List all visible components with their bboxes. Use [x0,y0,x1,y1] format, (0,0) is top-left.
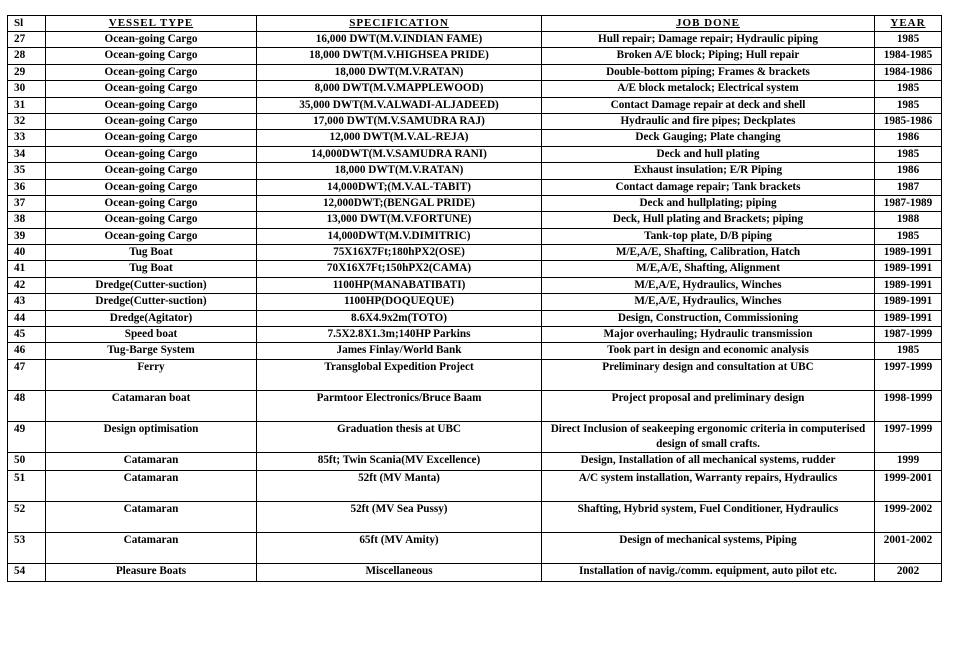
cell-vessel: Ocean-going Cargo [46,32,257,48]
cell-vessel: Catamaran [46,470,257,501]
cell-spec: 14,000DWT;(M.V.AL-TABIT) [257,179,542,195]
cell-sl: 27 [8,32,46,48]
cell-vessel: Catamaran [46,501,257,532]
cell-job: M/E,A/E, Shafting, Alignment [542,261,875,277]
table-row [8,146,942,162]
table-row [8,563,942,581]
cell-job: Design, Construction, Commissioning [542,310,875,326]
cell-year: 1984-1985 [875,48,942,64]
cell-sl: 30 [8,81,46,97]
table-row [8,113,942,129]
table-row [8,32,942,48]
cell-job: A/E block metalock; Electrical system [542,81,875,97]
cell-spec: 65ft (MV Amity) [257,532,542,563]
cell-spec: 12,000 DWT(M.V.AL-REJA) [257,130,542,146]
cell-job: Deck Gauging; Plate changing [542,130,875,146]
cell-year: 1986 [875,130,942,146]
table-row [8,48,942,64]
header-year: YEAR [875,16,942,32]
cell-spec: 1100HP(MANABATIBATI) [257,277,542,293]
cell-year: 1989-1991 [875,294,942,310]
cell-job: Major overhauling; Hydraulic transmission [542,327,875,343]
cell-job: Double-bottom piping; Frames & brackets [542,64,875,80]
cell-vessel: Design optimisation [46,421,257,452]
table-row [8,452,942,470]
header-job-done: JOB DONE [542,16,875,32]
cell-year: 1985-1986 [875,113,942,129]
cell-year: 1999-2001 [875,470,942,501]
cell-year: 1987-1999 [875,327,942,343]
cell-sl: 41 [8,261,46,277]
cell-vessel: Ocean-going Cargo [46,97,257,113]
cell-job: Contact Damage repair at deck and shell [542,97,875,113]
cell-spec: Parmtoor Electronics/Bruce Baam [257,390,542,421]
cell-spec: 16,000 DWT(M.V.INDIAN FAME) [257,32,542,48]
table-row [8,501,942,532]
cell-spec: 85ft; Twin Scania(MV Excellence) [257,452,542,470]
cell-vessel: Tug-Barge System [46,343,257,359]
cell-year: 1985 [875,228,942,244]
cell-job: Installation of navig./comm. equipment, auto pilot etc. [542,563,875,581]
cell-year: 1999-2002 [875,501,942,532]
cell-vessel: Ocean-going Cargo [46,195,257,211]
table-row [8,470,942,501]
cell-year: 1984-1986 [875,64,942,80]
projects-table [7,15,942,582]
cell-vessel: Pleasure Boats [46,563,257,581]
cell-spec: 18,000 DWT(M.V.RATAN) [257,64,542,80]
cell-sl: 31 [8,97,46,113]
cell-sl: 33 [8,130,46,146]
cell-sl: 32 [8,113,46,129]
cell-year: 1998-1999 [875,390,942,421]
cell-vessel: Ocean-going Cargo [46,212,257,228]
table-row [8,421,942,452]
cell-sl: 38 [8,212,46,228]
table-row [8,359,942,390]
cell-vessel: Dredge(Cutter-suction) [46,277,257,293]
table-row [8,327,942,343]
cell-year: 1997-1999 [875,359,942,390]
cell-vessel: Dredge(Agitator) [46,310,257,326]
cell-year: 1985 [875,343,942,359]
cell-sl: 29 [8,64,46,80]
cell-vessel: Speed boat [46,327,257,343]
cell-job: Hydraulic and fire pipes; Deckplates [542,113,875,129]
cell-spec: 13,000 DWT(M.V.FORTUNE) [257,212,542,228]
cell-spec: 18,000 DWT(M.V.HIGHSEA PRIDE) [257,48,542,64]
table-row [8,310,942,326]
cell-spec: 7.5X2.8X1.3m;140HP Parkins [257,327,542,343]
cell-sl: 35 [8,163,46,179]
cell-spec: 12,000DWT;(BENGAL PRIDE) [257,195,542,211]
table-row [8,163,942,179]
cell-year: 1989-1991 [875,310,942,326]
table-row [8,81,942,97]
cell-sl: 47 [8,359,46,390]
cell-sl: 51 [8,470,46,501]
cell-year: 2001-2002 [875,532,942,563]
cell-job: Hull repair; Damage repair; Hydraulic piping [542,32,875,48]
cell-year: 1989-1991 [875,245,942,261]
cell-year: 1999 [875,452,942,470]
cell-vessel: Ocean-going Cargo [46,64,257,80]
cell-vessel: Ocean-going Cargo [46,130,257,146]
table-row [8,277,942,293]
cell-year: 1989-1991 [875,261,942,277]
cell-job: Direct Inclusion of seakeeping ergonomic criteria in computerised design of small crafts. [542,421,875,452]
cell-vessel: Ocean-going Cargo [46,81,257,97]
cell-year: 1986 [875,163,942,179]
cell-spec: Graduation thesis at UBC [257,421,542,452]
cell-sl: 49 [8,421,46,452]
cell-sl: 28 [8,48,46,64]
cell-spec: 14,000DWT(M.V.DIMITRIC) [257,228,542,244]
cell-vessel: Catamaran boat [46,390,257,421]
cell-spec: 70X16X7Ft;150hPX2(CAMA) [257,261,542,277]
cell-job: Design, Installation of all mechanical systems, rudder [542,452,875,470]
cell-sl: 53 [8,532,46,563]
cell-year: 1985 [875,32,942,48]
cell-sl: 43 [8,294,46,310]
table-row [8,390,942,421]
cell-vessel: Ocean-going Cargo [46,48,257,64]
cell-spec: 18,000 DWT(M.V.RATAN) [257,163,542,179]
cell-spec: Transglobal Expedition Project [257,359,542,390]
cell-spec: 52ft (MV Sea Pussy) [257,501,542,532]
cell-sl: 40 [8,245,46,261]
cell-job: Deck and hullplating; piping [542,195,875,211]
cell-job: Contact damage repair; Tank brackets [542,179,875,195]
cell-vessel: Dredge(Cutter-suction) [46,294,257,310]
cell-vessel: Ferry [46,359,257,390]
table-row [8,97,942,113]
table-row [8,294,942,310]
cell-sl: 42 [8,277,46,293]
cell-vessel: Tug Boat [46,261,257,277]
table-row [8,195,942,211]
cell-vessel: Ocean-going Cargo [46,228,257,244]
cell-job: M/E,A/E, Hydraulics, Winches [542,277,875,293]
cell-spec: 17,000 DWT(M.V.SAMUDRA RAJ) [257,113,542,129]
cell-spec: 52ft (MV Manta) [257,470,542,501]
cell-year: 1985 [875,97,942,113]
cell-vessel: Ocean-going Cargo [46,113,257,129]
cell-job: Tank-top plate, D/B piping [542,228,875,244]
cell-sl: 50 [8,452,46,470]
cell-vessel: Ocean-going Cargo [46,179,257,195]
cell-job: M/E,A/E, Hydraulics, Winches [542,294,875,310]
cell-job: Deck and hull plating [542,146,875,162]
header-vessel-type: VESSEL TYPE [46,16,257,32]
cell-vessel: Tug Boat [46,245,257,261]
cell-vessel: Catamaran [46,532,257,563]
cell-sl: 52 [8,501,46,532]
cell-year: 1987 [875,179,942,195]
table-row [8,64,942,80]
cell-year: 1985 [875,146,942,162]
cell-vessel: Catamaran [46,452,257,470]
cell-sl: 37 [8,195,46,211]
table-row [8,532,942,563]
cell-year: 2002 [875,563,942,581]
cell-spec: 75X16X7Ft;180hPX2(OSE) [257,245,542,261]
table-header-row [8,16,942,32]
cell-job: Preliminary design and consultation at UBC [542,359,875,390]
cell-sl: 48 [8,390,46,421]
cell-sl: 54 [8,563,46,581]
cell-year: 1989-1991 [875,277,942,293]
cell-job: Deck, Hull plating and Brackets; piping [542,212,875,228]
cell-job: Exhaust insulation; E/R Piping [542,163,875,179]
cell-spec: 8.6X4.9x2m(TOTO) [257,310,542,326]
table-row [8,212,942,228]
cell-job: Broken A/E block; Piping; Hull repair [542,48,875,64]
cell-job: Project proposal and preliminary design [542,390,875,421]
cell-job: A/C system installation, Warranty repairs, Hydraulics [542,470,875,501]
cell-sl: 36 [8,179,46,195]
cell-spec: James Finlay/World Bank [257,343,542,359]
cell-vessel: Ocean-going Cargo [46,163,257,179]
cell-spec: 35,000 DWT(M.V.ALWADI-ALJADEED) [257,97,542,113]
cell-sl: 44 [8,310,46,326]
cell-job: Shafting, Hybrid system, Fuel Conditioner, Hydraulics [542,501,875,532]
table-row [8,179,942,195]
header-specification: SPECIFICATION [257,16,542,32]
cell-job: M/E,A/E, Shafting, Calibration, Hatch [542,245,875,261]
header-sl: Sl [8,16,46,32]
cell-job: Took part in design and economic analysis [542,343,875,359]
cell-year: 1987-1989 [875,195,942,211]
cell-sl: 45 [8,327,46,343]
cell-vessel: Ocean-going Cargo [46,146,257,162]
cell-spec: 8,000 DWT(M.V.MAPPLEWOOD) [257,81,542,97]
cell-year: 1985 [875,81,942,97]
table-row [8,130,942,146]
table-row [8,261,942,277]
cell-spec: 1100HP(DOQUEQUE) [257,294,542,310]
cell-spec: 14,000DWT(M.V.SAMUDRA RANI) [257,146,542,162]
cell-job: Design of mechanical systems, Piping [542,532,875,563]
table-row [8,245,942,261]
cell-sl: 46 [8,343,46,359]
cell-year: 1988 [875,212,942,228]
cell-year: 1997-1999 [875,421,942,452]
cell-spec: Miscellaneous [257,563,542,581]
cell-sl: 34 [8,146,46,162]
cell-sl: 39 [8,228,46,244]
table-row [8,343,942,359]
table-row [8,228,942,244]
